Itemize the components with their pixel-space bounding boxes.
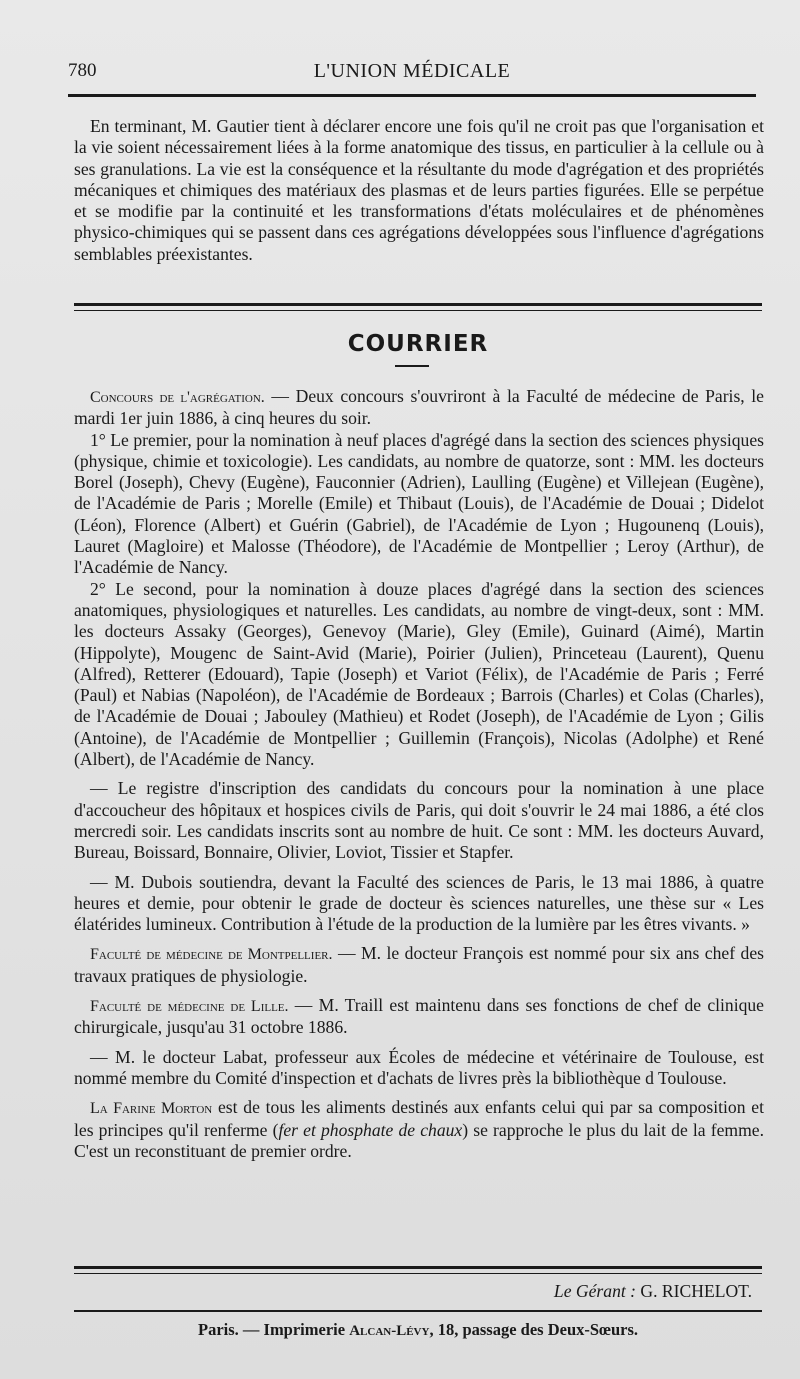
concours-heading: Concours de l'agrégation. [90, 389, 265, 406]
printer-footer [74, 1320, 762, 1340]
dubois-paragraph: — M. Dubois soutiendra, devant la Faculté des sciences de Paris, le 13 mai 1886, à quatre heures et demie, pour obtenir le grade de docteur ès sciences naturelles, une thèse sur « Les élatérides lumineux. Contribution à l'étude de la production de la lumière par les êtres vivants. » [74, 871, 764, 935]
concours-text: — Deux concours s'ouvriront à la Faculté de médecine de Paris, le mardi 1er juin 1886, à cinq heures du soir. [74, 386, 764, 429]
farine-text-after: ) se rapproche le plus du lait de la femme. C'est un reconstituant de premier ordre. [74, 1119, 764, 1161]
signature-name: G. RICHELOT. [636, 1281, 752, 1301]
courrier-body [74, 386, 764, 1162]
farine-paragraph [74, 1097, 764, 1162]
section-divider [74, 303, 762, 311]
footer-before: Paris. — Imprimerie [197, 1320, 350, 1339]
running-title: L'UNION MÉDICALE [313, 60, 511, 82]
footer-rule [74, 1310, 762, 1312]
page-number: 780 [68, 60, 97, 81]
title-underline [395, 365, 429, 367]
signature-line [74, 1281, 752, 1302]
section-title: COURRIER [347, 331, 489, 357]
intro-paragraph-block [74, 116, 764, 265]
intro-paragraph: En terminant, M. Gautier tient à déclarer encore une fois qu'il ne croit pas que l'organisation et la vie soient nécessairement liées à la forme anatomique des tissus, en particulier à la cellule ou à ses granulations. La vie est la conséquence et la résultante du mode d'agrégation et des propriétés mécaniques et chimiques des matériaux des plasmas et de leurs parties figurées. Elle se perpétue et se modifie par la continuité et les transformations d'états moléculaires et de phénomènes physico-chimiques qui se passent dans ces agrégations développées sous l'influence d'agrégations semblables préexistantes. [74, 116, 764, 264]
lille-paragraph [74, 995, 764, 1039]
closing-divider [74, 1266, 762, 1274]
montpellier-text: — M. le docteur François est nommé pour six ans chef des travaux pratiques de physiologie. [74, 943, 764, 986]
montpellier-paragraph [74, 943, 764, 987]
montpellier-heading: Faculté de médecine de Montpellier. [90, 946, 333, 964]
lille-heading: Faculté de médecine de Lille. [90, 998, 289, 1016]
farine-heading: La Farine Morton [90, 1100, 213, 1118]
lille-text: — M. Traill est maintenu dans ses fonctions de chef de clinique chirurgicale, jusqu'au 31 octobre 1886. [74, 995, 764, 1038]
footer-printer: Alcan-Lévy [349, 1323, 430, 1339]
registre-paragraph: — Le registre d'inscription des candidats du concours pour la nomination à une place d'accoucheur des hôpitaux et hospices civils de Paris, qui doit s'ouvrir le 24 mai 1886, a été clos mercredi soir. Les candidats inscrits sont au nombre de huit. Ce sont : MM. les docteurs Auvard, Bureau, Boissard, Bonnaire, Olivier, Loviot, Tissier et Stapfer. [74, 778, 764, 863]
header-rule [68, 94, 756, 97]
concours-paragraph [74, 386, 764, 430]
page-header [68, 60, 756, 92]
farine-text-before: est de tous les aliments destinés aux enfants celui qui par sa composition et les principes qu'il renferme ( [74, 1097, 764, 1140]
footer-after: , 18, passage des Deux-Sœurs. [429, 1320, 638, 1339]
concours-item-1: 1° Le premier, pour la nomination à neuf places d'agrégé dans la section des sciences physiques (physique, chimie et toxicologie). Les candidats, au nombre de quatorze, sont : MM. les docteurs Borel (Joseph), Chevy (Eugène), Fauconnier (Adrien), Laulling (Eugène) et Villejean (Eugène), de l'Académie de Paris ; Morelle (Emile) et Thibaut (Louis), de l'Académie de Douai ; Didelot (Léon), Florence (Albert) et Guérin (Gabriel), de l'Académie de Lyon ; Hugounenq (Louis), Lauret (Magloire) et Malosse (Théodore), de l'Académie de Montpellier ; Leroy (Arthur), de l'Académie de Nancy. [74, 429, 764, 578]
farine-italic: fer et phosphate de chaux [278, 1119, 463, 1140]
labat-paragraph: — M. le docteur Labat, professeur aux Écoles de médecine et vétérinaire de Toulouse, est nommé membre du Comité d'inspection et d'achats de livres près la bibliothèque d Toulouse. [74, 1046, 764, 1088]
signature-label: Le Gérant : [553, 1281, 637, 1301]
concours-item-2: 2° Le second, pour la nomination à douze places d'agrégé dans la section des sciences anatomiques, physiologiques et naturelles. Les candidats, au nombre de vingt-deux, sont : MM. les docteurs Assaky (Georges), Genevoy (Marie), Gley (Emile), Guinard (Aimé), Martin (Hippolyte), Mougenc de Saint-Avid (Marie), Poirier (Julien), Princeteau (Laurent), Quenu (Alfred), Retterer (Edouard), Tapie (Joseph) et Variot (Félix), de l'Académie de Paris ; Ferré (Paul) et Nabias (Napoléon), de l'Académie de Bordeaux ; Barrois (Charles) et Colas (Charles), de l'Académie de Douai ; Jabouley (Mathieu) et Rodet (Joseph), de l'Académie de Lyon ; Gilis (Antoine), de l'Académie de Montpellier ; Guillemin (François), Nicolas (Adolphe) et René (Albert), de l'Académie de Nancy. [74, 578, 764, 770]
